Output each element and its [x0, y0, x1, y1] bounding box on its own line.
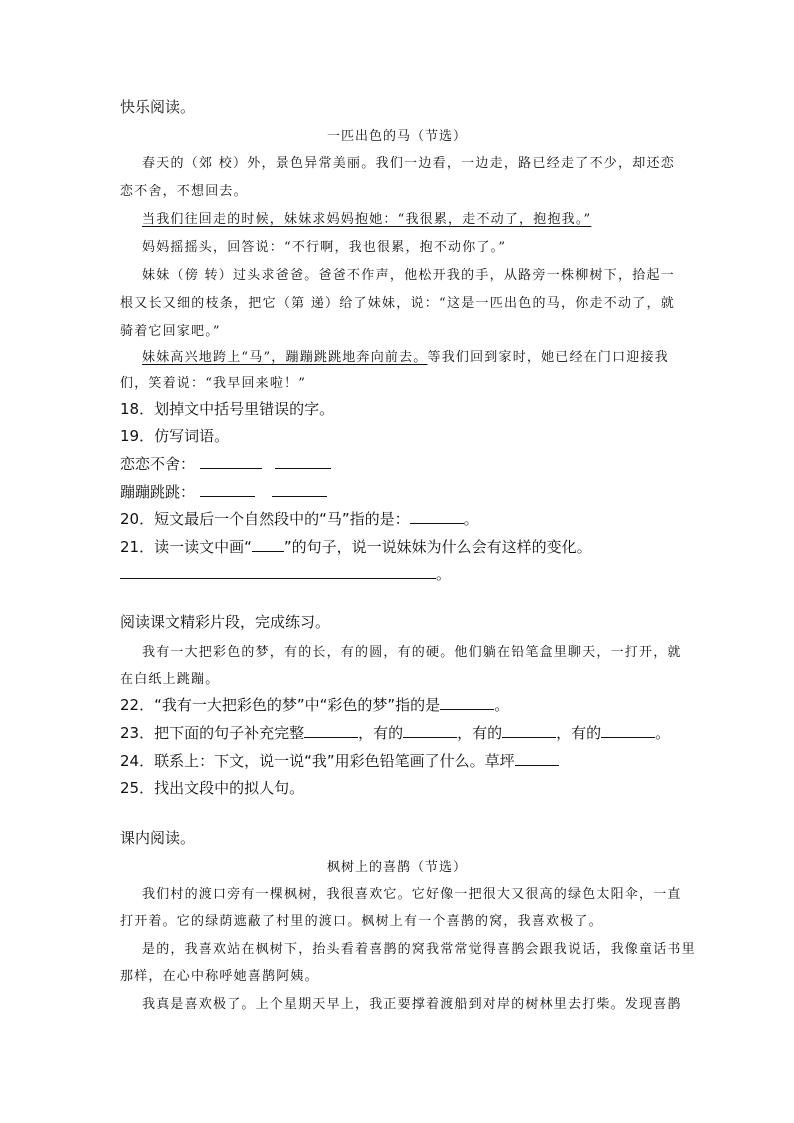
q20-text: 20．短文最后一个自然段中的“马”指的是：	[120, 510, 410, 528]
question-24	[120, 750, 559, 771]
passage3-line-5: 我真是喜欢极了。上个星期天早上，我正要撑着渡船到对岸的树林里去打柴。发现喜鹊	[142, 997, 682, 1012]
q19a-label: 恋恋不舍：	[120, 455, 196, 473]
passage1-line-2: 恋不舍，不想回去。	[120, 184, 248, 199]
question-23	[120, 722, 670, 743]
q20-blank[interactable]	[410, 509, 464, 524]
passage1-line-4: 妈妈摇摇头，回答说：“不行啊，我也很累，抱不动你了。”	[142, 240, 507, 255]
question-25: 25．找出文段中的拟人句。	[120, 779, 305, 797]
q23-text: 23．把下面的句子补充完整	[120, 724, 305, 742]
q21-answer-blank[interactable]	[120, 564, 436, 579]
passage2-line-1: 我有一大把彩色的梦，有的长，有的圆，有的硬。他们躺在铅笔盒里聊天，一打开，就	[142, 645, 682, 660]
question-19: 19．仿写词语。	[120, 427, 230, 445]
q22-blank[interactable]	[440, 695, 494, 710]
passage1-line-3-underlined: 当我们往回走的时候，妹妹求妈妈抱她：“我很累，走不动了，抱抱我。”	[142, 212, 592, 227]
question-21	[120, 536, 592, 557]
question-20	[120, 508, 479, 529]
q23-youde-2: ，有的	[457, 724, 503, 742]
q23-youde-1: ，有的	[358, 724, 404, 742]
passage3-line-3: 是的，我喜欢站在枫树下，抬头看着喜鹊的窝我常常觉得喜鹊会跟我说话，我像童话书里	[142, 942, 696, 957]
section3-heading: 课内阅读。	[120, 829, 196, 847]
passage1-line-6: 根又长又细的枝条，把它（第 递）给了妹妹，说：“这是一匹出色的马，你走不动了，就	[120, 296, 675, 311]
q21-text-b: ”的句子，说一说妹妹为什么会有这样的变化。	[283, 538, 592, 556]
q23-blank-3[interactable]	[502, 723, 556, 738]
passage1-line-7: 骑着它回家吧。”	[120, 324, 221, 339]
q19a-blank-1[interactable]	[200, 454, 262, 469]
question-18: 18．划掉文中括号里错误的字。	[120, 400, 335, 418]
q19a-blank-2[interactable]	[275, 454, 331, 469]
q23-period: 。	[655, 724, 671, 742]
question-22	[120, 694, 509, 715]
passage1-line-8-rest: 等我们回到家时，她已经在门口迎接我	[427, 350, 669, 365]
question-19-item-b	[120, 481, 327, 502]
passage1-line-1: 春天的（郊 校）外，景色异常美丽。我们一边看，一边走，路已经走了不少，却还恋	[142, 156, 675, 171]
q22-text: 22．“我有一大把彩色的梦”中“彩色的梦”指的是	[120, 696, 441, 714]
q21-inline-blank[interactable]	[252, 537, 284, 552]
q21-text-a: 21．读一读文中画“	[120, 538, 252, 556]
q19b-label: 蹦蹦跳跳：	[120, 483, 196, 501]
q24-blank[interactable]	[515, 751, 559, 766]
question-21-answer-line	[120, 563, 451, 584]
passage1-underlined-sentence: 妹妹高兴地跨上“马”，蹦蹦跳跳地奔向前去。	[142, 350, 428, 365]
passage1-line-8	[142, 346, 669, 365]
q20-period: 。	[463, 510, 479, 528]
passage1-line-9: 们，笑着说：“我早回来啦！”	[120, 376, 307, 391]
q21-period: 。	[436, 565, 452, 583]
question-19-item-a	[120, 453, 331, 474]
q23-blank-2[interactable]	[403, 723, 457, 738]
q23-youde-3: ，有的	[556, 724, 602, 742]
passage3-line-1: 我们村的渡口旁有一棵枫树，我很喜欢它。它好像一把很大又很高的绿色太阳伞，一直	[142, 887, 682, 902]
q19b-blank-1[interactable]	[200, 482, 255, 497]
q19b-blank-2[interactable]	[272, 482, 327, 497]
passage1-line-5: 妹妹（傍 转）过头求爸爸。爸爸不作声，他松开我的手，从路旁一株柳树下，拾起一	[142, 268, 675, 283]
passage3-line-2: 打开着。它的绿荫遮蔽了村里的渡口。枫树上有一个喜鹊的窝，我喜欢极了。	[120, 914, 603, 929]
section1-heading: 快乐阅读。	[120, 98, 196, 116]
passage2-line-2: 在白纸上跳蹦。	[120, 672, 220, 687]
section2-heading: 阅读课文精彩片段，完成练习。	[120, 613, 331, 631]
q23-blank-4[interactable]	[601, 723, 655, 738]
q22-period: 。	[494, 696, 510, 714]
passage3-line-4: 那样，在心中称呼她喜鹊阿姨。	[120, 969, 319, 984]
section3-title: 枫树上的喜鹊（节选）	[326, 860, 467, 875]
section1-title: 一匹出色的马（节选）	[326, 129, 467, 144]
q24-text: 24．联系上：下文，说一说“我”用彩色铅笔画了什么。草坪	[120, 752, 515, 770]
q23-blank-1[interactable]	[304, 723, 358, 738]
